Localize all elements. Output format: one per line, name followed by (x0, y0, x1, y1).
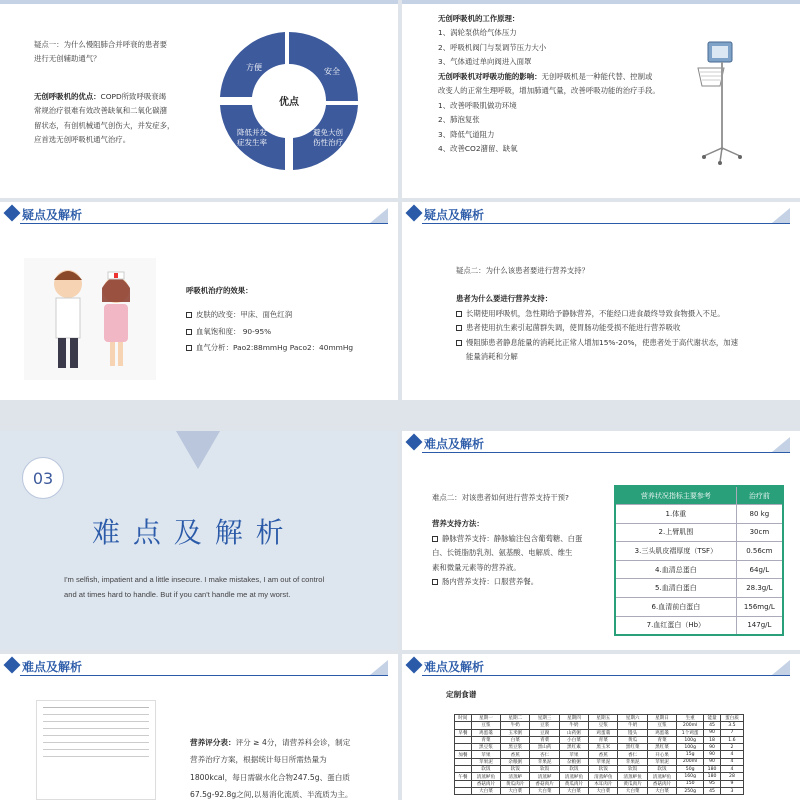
section-subtitle: I'm selfish, impatient and a little insecure. I make mistakes, I am out of control and at times hard to handle. But if you can't handle me at my worst. (64, 575, 325, 599)
menu-cell: 木耳肉片 (589, 780, 618, 787)
table-row (455, 751, 744, 758)
table-row (455, 736, 744, 743)
menu-cell (455, 766, 472, 773)
menu-cell (455, 744, 472, 751)
menu-cell: 清蒸鲈 (501, 773, 530, 780)
table-row (455, 766, 744, 773)
menu-cell: 香蕉 (589, 751, 618, 758)
menu-cell: 清蒸鲈鱼 (647, 773, 676, 780)
menu-cell: 苹果 (471, 751, 500, 758)
menu-cell: 4 (720, 758, 743, 765)
menu-cell (455, 736, 472, 743)
menu-cell: 黑山药 (530, 744, 559, 751)
menu-cell: 豆浆 (471, 722, 500, 729)
menu-cell: 牛奶 (618, 722, 647, 729)
menu-cell: 清蒸鲈鱼 (618, 773, 647, 780)
menu-cell: 豆腐 (530, 729, 559, 736)
menu-cell: 白菜 (501, 736, 530, 743)
menu-cell: 鸡蛋羹 (471, 729, 500, 736)
menu-cell: 软饭 (530, 766, 559, 773)
menu-cell: 90 (704, 744, 721, 751)
menu-cell: 大白菜 (501, 787, 530, 794)
menu-cell: 大白菜 (471, 787, 500, 794)
menu-cell: 软饭 (501, 766, 530, 773)
menu-cell: 早餐 (455, 729, 472, 736)
menu-cell: 青菜 (530, 736, 559, 743)
menu-cell: 45 (704, 787, 721, 794)
nutrition-method-text: 难点二：对该患者如何进行营养支持干预? 营养支持方法： 静脉营养支持：静脉输注包含葡萄糖、白蛋 白、长链脂肪乳剂、氨基酸、电解质、维生 素和微量元素等的营养液。 肠内营养支持：口服营养餐。 (432, 493, 583, 587)
menu-cell: 3.5 (720, 722, 743, 729)
menu-cell: 馒头 (618, 729, 647, 736)
top-band (402, 0, 800, 4)
menu-cell: 180 (704, 773, 721, 780)
menu-cell: 软饭 (471, 766, 500, 773)
menu-cell: 90 (704, 751, 721, 758)
slide-ventilator-principle (402, 0, 800, 198)
menu-cell: 软饭 (618, 766, 647, 773)
menu-header-cell: 生重 (677, 715, 704, 722)
advantage-text: 无创呼吸机的优点：COPD所致呼吸衰竭 常规治疗很难有效改善缺氧和二氧化碳潴 留状态，有创机械通气创伤大，并发症多， 应首选无创呼吸机通气治疗。 (34, 92, 175, 145)
menu-header-cell: 星期三 (530, 715, 559, 722)
menu-cell: 45 (704, 722, 721, 729)
menu-cell: 黑红素 (559, 744, 588, 751)
menu-cell (455, 787, 472, 794)
slide-copd-advantages (0, 0, 398, 198)
menu-cell: 青菜 (647, 736, 676, 743)
menu-cell: 黄瓜肉片 (618, 780, 647, 787)
table-row: 4.血清总蛋白 64g/L (615, 560, 783, 579)
nutrition-why-text: 疑点二：为什么该患者要进行营养支持？ 患者为什么要进行营养支持： 长期使用呼吸机，急性期给予静脉营养，不能经口进食最终导致食物摄入不足。 患者使用抗生素引起菌群失调，使胃肠功能受损不能进行营养吸收 慢阻肺患者静息能量的消耗比正常人增加15%-20%，使患者处于高代谢状态，加速 能量消耗和分解 (456, 266, 739, 362)
header-bar (402, 431, 800, 455)
slide-nutrition-why (402, 202, 800, 400)
menu-cell: 150 (677, 780, 704, 787)
menu-header-cell: 星期二 (501, 715, 530, 722)
header-title: 难点及解析 (424, 660, 485, 674)
menu-cell: 小白菜 (559, 736, 588, 743)
menu-cell: 250g (677, 787, 704, 794)
table-row (455, 773, 744, 780)
score-text: 营养评分表：评分 ≥ 4分，请营养科会诊，制定 营养治疗方案，根据统计每日所需热量为 1800kcal，每日需碳水化合物247.5g、蛋白质 67.5g-92.8g之间,以易消化流质、半流质为主。 (190, 738, 353, 800)
table-row (455, 744, 744, 751)
menu-cell: 青菜 (471, 736, 500, 743)
menu-cell: 大白菜 (559, 787, 588, 794)
menu-cell: 苹果泥 (647, 758, 676, 765)
menu-header-cell: 蛋白质 (720, 715, 743, 722)
question-text: 疑点一：为什么慢阻肺合并呼衰的患者要 进行无创辅助通气？ (34, 40, 168, 64)
table-row (455, 729, 744, 736)
menu-cell: 160g (677, 773, 704, 780)
slide-ventilator-effect (0, 202, 398, 400)
table-row: 6.血清前白蛋白 156mg/L (615, 598, 783, 617)
header-title: 疑点及解析 (22, 208, 83, 222)
score-form-image (36, 700, 156, 800)
label-avoid-trauma: 避免大创 (313, 128, 343, 137)
menu-cell: 1.6 (720, 736, 743, 743)
menu-cell: 1个鸡蛋 (677, 729, 704, 736)
menu-cell: 豆浆 (589, 722, 618, 729)
svg-text:伤性治疗: 伤性治疗 (313, 138, 343, 147)
menu-cell: 大白菜 (647, 787, 676, 794)
menu-cell: 4 (720, 751, 743, 758)
diamond-icon (4, 657, 21, 674)
menu-header-cell: 星期六 (618, 715, 647, 722)
menu-cell: 200ml (677, 758, 704, 765)
menu-cell: 90 (704, 758, 721, 765)
label-reduce-complications: 降低并发 (237, 128, 267, 137)
menu-cell: 黑红菜 (647, 744, 676, 751)
menu-cell: 香菇肉片 (647, 780, 676, 787)
menu-cell: 牛奶 (501, 722, 530, 729)
menu-cell: 软饭 (589, 766, 618, 773)
menu-cell: 黄瓜肉片 (501, 780, 530, 787)
menu-cell: 苹果 (559, 751, 588, 758)
menu-cell: 清蒸鲈鱼 (559, 773, 588, 780)
slide-nutrition-score (0, 654, 398, 800)
menu-cell: 4 (720, 766, 743, 773)
table-row (455, 722, 744, 729)
table-row: 7.血红蛋白（Hb） 147g/L (615, 616, 783, 635)
menu-cell: 杂粮粥 (559, 758, 588, 765)
section-title: 难 点 及 解 析 (92, 516, 286, 549)
header-bar (402, 202, 800, 226)
menu-cell: 苹果泥 (471, 758, 500, 765)
menu-cell: 200ml (677, 722, 704, 729)
menu-cell: 28 (720, 773, 743, 780)
menu-header-cell: 星期五 (589, 715, 618, 722)
menu-cell: 2 (720, 744, 743, 751)
menu-cell (455, 758, 472, 765)
header-title: 难点及解析 (22, 660, 83, 674)
menu-cell: 香菇肉片 (530, 780, 559, 787)
svg-text:症发生率: 症发生率 (237, 138, 267, 147)
menu-cell: 黄瓜肉片 (559, 780, 588, 787)
menu-header-cell: 星期日 (647, 715, 676, 722)
menu-cell: 黑豆浆 (471, 744, 500, 751)
menu-cell: 100g (677, 744, 704, 751)
label-convenient: 方便 (246, 63, 262, 72)
menu-cell: 豆浆 (647, 722, 676, 729)
nutrition-indicator-table: 营养状况指标主要参考 治疗前 1.体重 80 kg 2.上臂肌围 30cm 3.三头肌皮褶厚度（TSF） 0.56cm 4.血清总蛋白 64g/L 5.血清白蛋白 28.3g/L 6.血清前白蛋白 156mg/L 7.血红蛋白（Hb） 147g/L (614, 485, 784, 636)
table-row: 1.体重 80 kg (615, 505, 783, 524)
menu-cell: 50g (677, 766, 704, 773)
menu-cell: 青菜 (589, 736, 618, 743)
menu-cell: 黑豆浆 (501, 744, 530, 751)
menu-cell: 黄瓜 (618, 736, 647, 743)
ventilator-illustration (692, 38, 752, 166)
menu-cell: 3 (720, 787, 743, 794)
label-safe: 安全 (324, 67, 340, 76)
menu-cell: 清蒸鲈鱼 (471, 773, 500, 780)
menu-cell: 大白菜 (618, 787, 647, 794)
header-bar (402, 654, 800, 678)
menu-cell: 清蒸鲈 (530, 773, 559, 780)
menu-cell: 加餐 (455, 751, 472, 758)
menu-header-row (455, 715, 744, 722)
menu-cell: 苹果泥 (618, 758, 647, 765)
menu-cell: 杂粮粥 (501, 758, 530, 765)
menu-title: 定制食谱 (446, 690, 477, 699)
menu-cell: 山药粥 (559, 729, 588, 736)
menu-cell: 开心果 (647, 751, 676, 758)
diamond-icon (4, 205, 21, 222)
menu-header-cell: 时间 (455, 715, 472, 722)
menu-cell (455, 780, 472, 787)
menu-cell: 7 (720, 729, 743, 736)
menu-cell: 9 (720, 780, 743, 787)
menu-cell: 香菇肉片 (471, 780, 500, 787)
menu-cell: 苹果泥 (589, 758, 618, 765)
diamond-icon (406, 657, 423, 674)
menu-cell: 大白菜 (530, 787, 559, 794)
menu-cell: 香蕉 (501, 751, 530, 758)
menu-table (454, 714, 744, 795)
menu-cell: 杏仁 (530, 751, 559, 758)
header-title: 难点及解析 (424, 437, 485, 451)
menu-cell: 午餐 (455, 773, 472, 780)
principle-text: 无创呼吸机的工作原理： 1、涡轮泵供给气体压力 2、呼吸机阀门与泵调节压力大小 3、气体通过单向阀进入面罩 无创呼吸机对呼吸功能的影响：无创呼吸机是一种能代替、控制或 改变人的正常生理呼吸，增加肺通气量，改善呼吸功能的治疗手段。 1、改善呼吸肌做功环境 2、肺泡复张 3、降低气道阻力 4、改善CO2潴留、缺氧 (438, 14, 660, 153)
menu-cell: 黑红菜 (618, 744, 647, 751)
menu-cell: 牛奶 (559, 722, 588, 729)
menu-cell (455, 722, 472, 729)
table-row (455, 780, 744, 787)
diamond-icon (406, 205, 423, 222)
table-row: 3.三头肌皮褶厚度（TSF） 0.56cm (615, 542, 783, 561)
table-row: 2.上臂肌围 30cm (615, 523, 783, 542)
menu-cell: 鸡蛋羹 (589, 729, 618, 736)
decor-triangle (176, 431, 220, 469)
menu-cell: 清蒸鲈鱼 (589, 773, 618, 780)
diamond-icon (406, 434, 423, 451)
menu-cell: 香仁 (618, 751, 647, 758)
advantages-cycle-diagram (218, 30, 360, 172)
slide-section-03 (0, 431, 398, 650)
table-row: 5.血清白蛋白 28.3g/L (615, 579, 783, 598)
header-title: 疑点及解析 (424, 208, 485, 222)
top-band (0, 0, 398, 4)
section-number: 03 (22, 457, 64, 499)
menu-cell: 100g (677, 736, 704, 743)
header-bar (0, 654, 398, 678)
menu-cell: 苹果泥 (530, 758, 559, 765)
menu-cell: 软饭 (559, 766, 588, 773)
menu-cell: 15g (677, 751, 704, 758)
menu-cell: 90 (704, 729, 721, 736)
center-label: 优点 (279, 97, 299, 108)
slide-nutrition-method (402, 431, 800, 650)
menu-header-cell: 能量 (704, 715, 721, 722)
menu-cell: 豆浆 (530, 722, 559, 729)
menu-cell: 18 (704, 736, 721, 743)
menu-cell: 软饭 (647, 766, 676, 773)
slide-custom-menu (402, 654, 800, 800)
menu-header-cell: 星期四 (559, 715, 588, 722)
menu-cell: 鸡蛋羹 (647, 729, 676, 736)
menu-cell: 大白菜 (589, 787, 618, 794)
menu-cell: 95 (704, 780, 721, 787)
effect-list: 呼吸机治疗的效果： 皮肤的改变：甲床、面色红润 血氧饱和度： 90-95% 血气分析：Pao2:88mmHg Paco2：40mmHg (186, 286, 354, 353)
menu-header-cell: 星期一 (471, 715, 500, 722)
doctor-nurse-illustration (24, 258, 156, 380)
menu-cell: 180 (704, 766, 721, 773)
menu-cell: 黑玉米 (589, 744, 618, 751)
header-bar (0, 202, 398, 226)
table-row (455, 787, 744, 794)
table-row (455, 758, 744, 765)
menu-cell: 玉米粥 (501, 729, 530, 736)
